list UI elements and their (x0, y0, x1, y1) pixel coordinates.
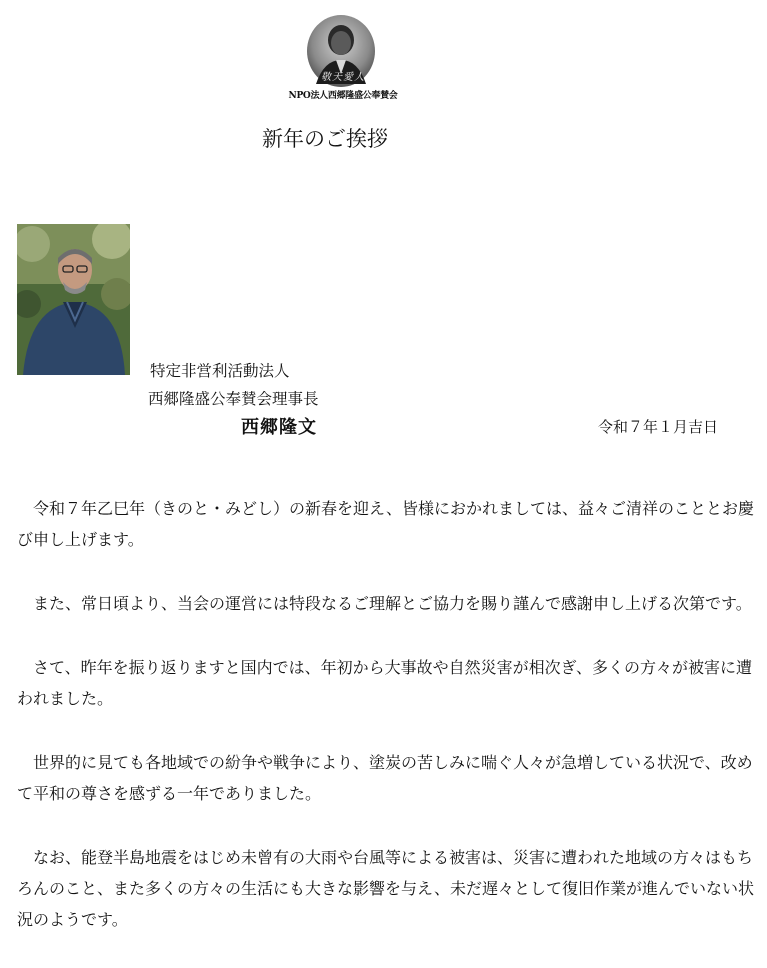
author-name: 西郷隆文 (241, 417, 317, 438)
paragraph: また、常日頃より、当会の運営には特段なるご理解とご協力を賜り謹んで感謝申し上げる次第です。 (33, 594, 752, 613)
page-title: 新年のご挨拶 (262, 127, 388, 151)
author-position: 西郷隆盛公奉賛会理事長 (148, 390, 319, 408)
paragraph: 世界的に見ても各地域での紛争や戦争により、塗炭の苦しみに喘ぐ人々が急増している状況で、改めて平和の尊さを感ずる一年でありました。 (17, 753, 753, 803)
paragraph: なお、能登半島地震をはじめ未曾有の大雨や台風等による被害は、災害に遭われた地域の方々はもちろんのこと、また多くの方々の生活にも大きな影響を与え、未だ遅々として復旧作業が進んでいない状況のようです。 (17, 848, 754, 929)
paragraph: さて、昨年を振り返りますと国内では、年初から大事故や自然災害が相次ぎ、多くの方々が被害に遭われました。 (17, 658, 753, 708)
author-org-type: 特定非営利活動法人 (150, 362, 290, 380)
chairman-photo (17, 224, 130, 375)
org-caption: NPO法人西郷隆盛公奉賛会 (288, 91, 398, 101)
logo-signature: 敬天愛人 (321, 72, 365, 83)
letter-date: 令和７年１月吉日 (598, 418, 719, 436)
letter-body (17, 493, 759, 968)
paragraph: 令和７年乙巳年（きのと・みどし）の新春を迎え、皆様におかれましては、益々ご清祥のこととお慶び申し上げます。 (17, 499, 754, 549)
